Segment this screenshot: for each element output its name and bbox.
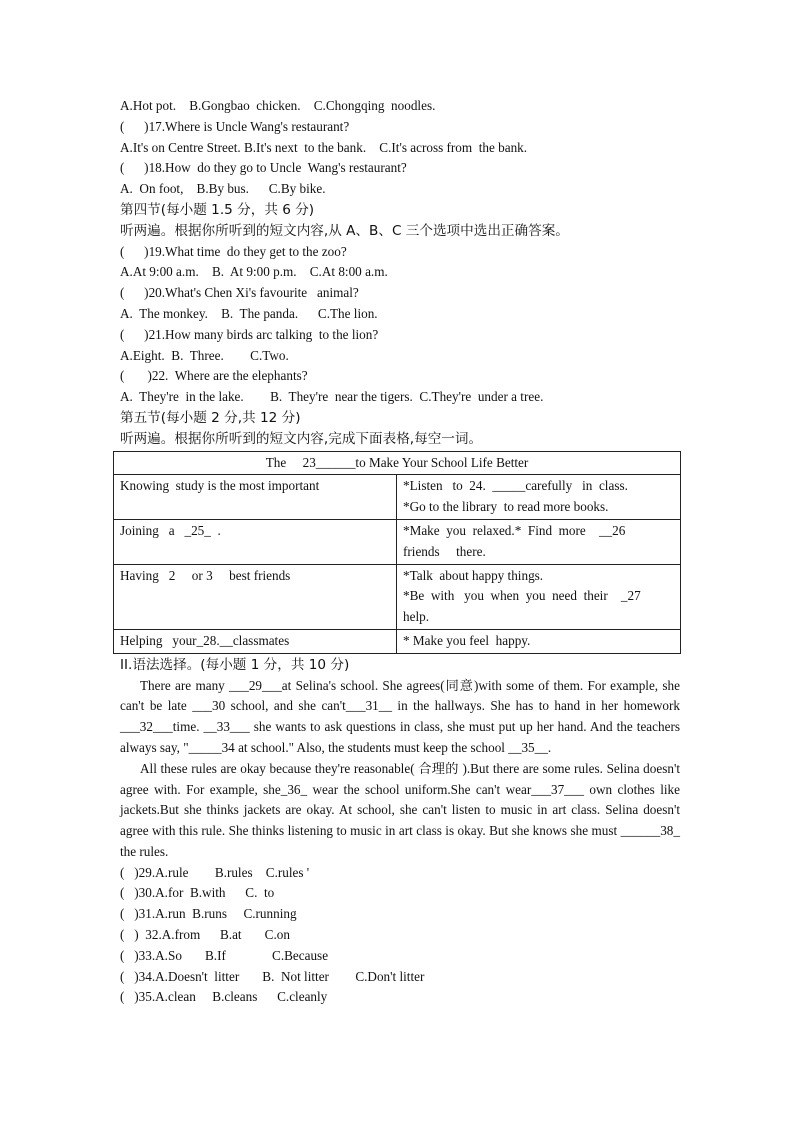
- table-cell-line: friends there.: [403, 543, 486, 559]
- section-4-instruction: 听两遍。根据你所听到的短文内容,从 A、B、C 三个选项中选出正确答案。: [120, 222, 569, 239]
- table-cell-line: help.: [403, 609, 430, 625]
- question-20: ( )20.What's Chen Xi's favourite animal?: [120, 285, 359, 301]
- table-cell-left: Joining a _25_ .: [114, 519, 397, 564]
- question-20-options: A. The monkey. B. The panda. C.The lion.: [120, 305, 378, 321]
- question-18-options: A. On foot, B.By bus. C.By bike.: [120, 181, 326, 197]
- table-cell-line: *Make you relaxed.* Find more __26: [403, 522, 626, 538]
- option-30: ( )30.A.for B.with C. to: [120, 885, 275, 901]
- question-19-options: A.At 9:00 a.m. B. At 9:00 p.m. C.At 8:00 a.m.: [120, 264, 388, 280]
- exam-page: [120, 96, 680, 1008]
- fill-in-table: [113, 451, 681, 654]
- table-cell-line: *Go to the library to read more books.: [403, 499, 609, 515]
- cloze-paragraph-1: [120, 676, 680, 759]
- table-title: The 23______to Make Your School Life Better: [114, 451, 681, 475]
- section-5-heading: 第五节(每小题 2 分,共 12 分): [120, 409, 301, 426]
- option-31: ( )31.A.run B.runs C.running: [120, 906, 297, 922]
- table-row: [114, 564, 681, 629]
- table-row: [114, 629, 681, 653]
- table-cell-right: [397, 519, 681, 564]
- question-22: ( )22. Where are the elephants?: [120, 368, 308, 384]
- table-cell-line: * Make you feel happy.: [403, 632, 531, 648]
- question-21-options: A.Eight. B. Three. C.Two.: [120, 347, 289, 363]
- question-19: ( )19.What time do they get to the zoo?: [120, 243, 347, 259]
- part-2-heading: II.语法选择。(每小题 1 分，共 10 分): [120, 656, 350, 673]
- option-32: ( ) 32.A.from B.at C.on: [120, 927, 290, 943]
- section-5-instruction: 听两遍。根据你所听到的短文内容,完成下面表格,每空一词。: [120, 430, 483, 447]
- table-cell-right: [397, 475, 681, 520]
- section-4-heading: 第四节(每小题 1.5 分，共 6 分): [120, 201, 315, 218]
- option-34: ( )34.A.Doesn't litter B. Not litter C.Don't litter: [120, 968, 425, 984]
- option-35: ( )35.A.clean B.cleans C.cleanly: [120, 989, 328, 1005]
- question-17: ( )17.Where is Uncle Wang's restaurant?: [120, 118, 350, 134]
- cloze-paragraph-2: [120, 759, 680, 863]
- question-22-options: A. They're in the lake. B. They're near the tigers. C.They're under a tree.: [120, 389, 544, 405]
- table-row: [114, 519, 681, 564]
- table-row: [114, 475, 681, 520]
- table-cell-left: Having 2 or 3 best friends: [114, 564, 397, 629]
- question-21: ( )21.How many birds arc talking to the lion?: [120, 326, 379, 342]
- table-cell-line: *Be with you when you need their _27: [403, 588, 641, 604]
- cloze-paragraph-1-text: There are many ___29___at Selina's school. She agrees(同意)with some of them. For example, she can't be late ___30 school, and she can't___31__ in the hallways. She has to hand in her homework ___32___time. __33___ she wants to ask questions in class, she must put up her hand. And the teachers always say, "_____34 at school." Also, the students must keep the school __35__.: [120, 677, 680, 755]
- table-cell-right: [397, 629, 681, 653]
- question-17-options: A.It's on Centre Street. B.It's next to the bank. C.It's across from the bank.: [120, 139, 528, 155]
- option-29: ( )29.A.rule B.rules C.rules ': [120, 864, 310, 880]
- table-title-row: [114, 451, 681, 475]
- table-cell-right: [397, 564, 681, 629]
- question-16-options: A.Hot pot. B.Gongbao chicken. C.Chongqing noodles.: [120, 98, 436, 113]
- table-cell-line: *Talk about happy things.: [403, 567, 544, 583]
- table-cell-line: *Listen to 24. _____carefully in class.: [403, 478, 628, 494]
- table-cell-left: Knowing study is the most important: [114, 475, 397, 520]
- question-18: ( )18.How do they go to Uncle Wang's restaurant?: [120, 160, 407, 176]
- table-cell-left: Helping your_28.__classmates: [114, 629, 397, 653]
- option-33: ( )33.A.So B.If C.Because: [120, 947, 329, 963]
- cloze-paragraph-2-text: All these rules are okay because they're reasonable( 合理的 ).But there are some rules. Selina doesn't agree with. For example, she_36_ wear the school uniform.She can't wear___37___ own clothes like jackets.But she thinks jackets are okay. At school, she can't listen to music in art class. Selina doesn't agree with this rule. She thinks listening to music in art class is okay. But she knows she must ______38_ the rules.: [120, 760, 680, 859]
